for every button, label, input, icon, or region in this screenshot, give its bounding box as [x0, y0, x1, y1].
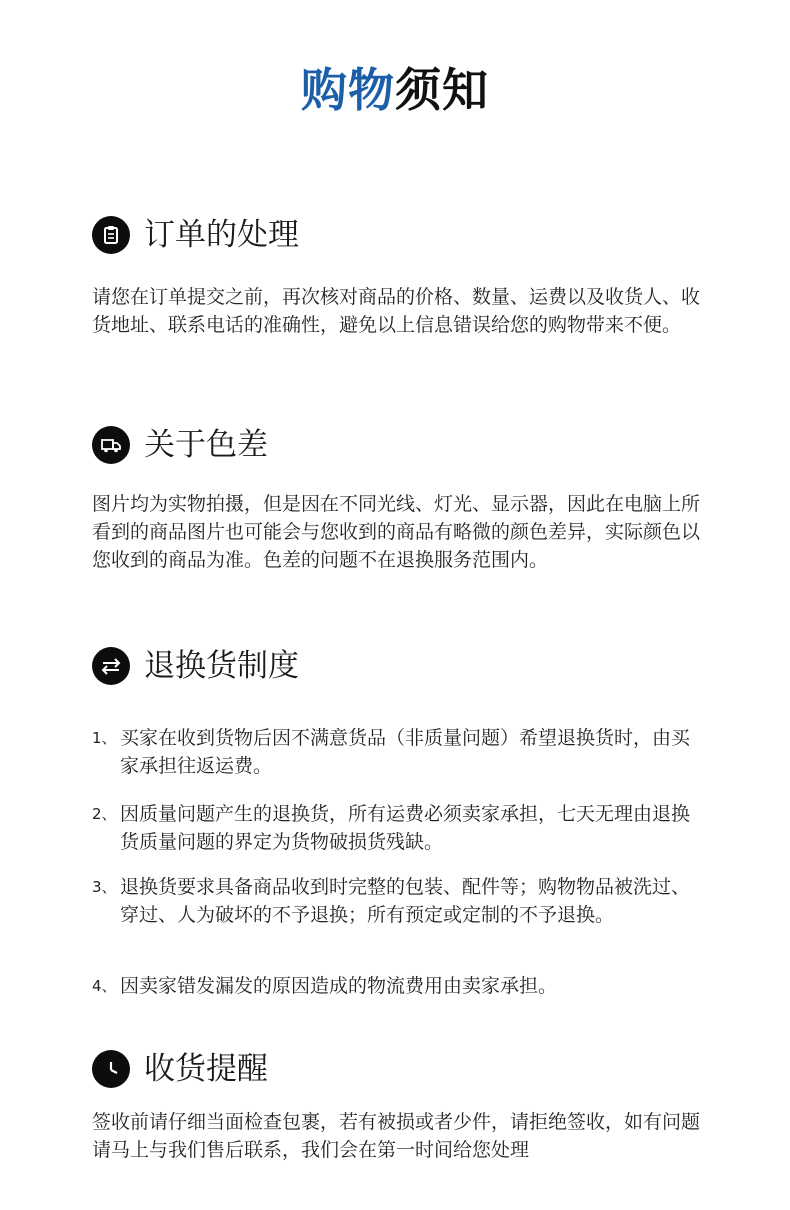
delivery-truck-icon — [92, 426, 130, 464]
list-item-text: 因质量问题产生的退换货，所有运费必须卖家承担，七天无理由退换货质量问题的界定为货物破损货残缺。 — [120, 803, 691, 853]
clock-icon — [92, 1050, 130, 1088]
list-item — [92, 873, 707, 929]
list-item — [92, 972, 707, 1000]
list-item-number: 1、 — [92, 729, 117, 747]
section-color-header — [92, 423, 268, 467]
list-item-text: 买家在收到货物后因不满意货品（非质量问题）希望退换货时，由买家承担往返运费。 — [120, 727, 691, 777]
list-item-text: 退换货要求具备商品收到时完整的包装、配件等；购物物品被洗过、穿过、人为破坏的不予退换；所有预定或定制的不予退换。 — [120, 876, 691, 926]
page-title-part1: 购物 — [301, 63, 395, 117]
section-return-header — [92, 644, 299, 688]
clipboard-icon — [92, 216, 130, 254]
list-item — [92, 800, 707, 856]
section-receipt-header — [92, 1047, 268, 1091]
list-item-text: 因卖家错发漏发的原因造成的物流费用由卖家承担。 — [120, 975, 558, 997]
section-color-body: 图片均为实物拍摄，但是因在不同光线、灯光、显示器，因此在电脑上所看到的商品图片也可能会与您收到的商品有略微的颜色差异，实际颜色以您收到的商品为准。色差的问题不在退换服务范围内。 — [92, 493, 701, 571]
section-receipt-body: 签收前请仔细当面检查包裹，若有被损或者少件，请拒绝签收，如有问题请马上与我们售后联系，我们会在第一时间给您处理 — [92, 1111, 701, 1161]
page-title-part2: 须知 — [395, 63, 489, 117]
section-receipt-title: 收货提醒 — [144, 1051, 268, 1087]
section-return-title: 退换货制度 — [144, 648, 299, 684]
list-item-number: 4、 — [92, 977, 117, 995]
list-item-number: 2、 — [92, 805, 117, 823]
section-order-body: 请您在订单提交之前，再次核对商品的价格、数量、运费以及收货人、收货地址、联系电话的准确性，避免以上信息错误给您的购物带来不便。 — [92, 286, 701, 336]
section-order-title: 订单的处理 — [144, 217, 299, 253]
list-item — [92, 724, 707, 780]
section-order-header — [92, 213, 299, 257]
section-color-title: 关于色差 — [144, 427, 268, 463]
exchange-arrows-icon — [92, 647, 130, 685]
list-item-number: 3、 — [92, 878, 117, 896]
page-title — [0, 58, 790, 122]
